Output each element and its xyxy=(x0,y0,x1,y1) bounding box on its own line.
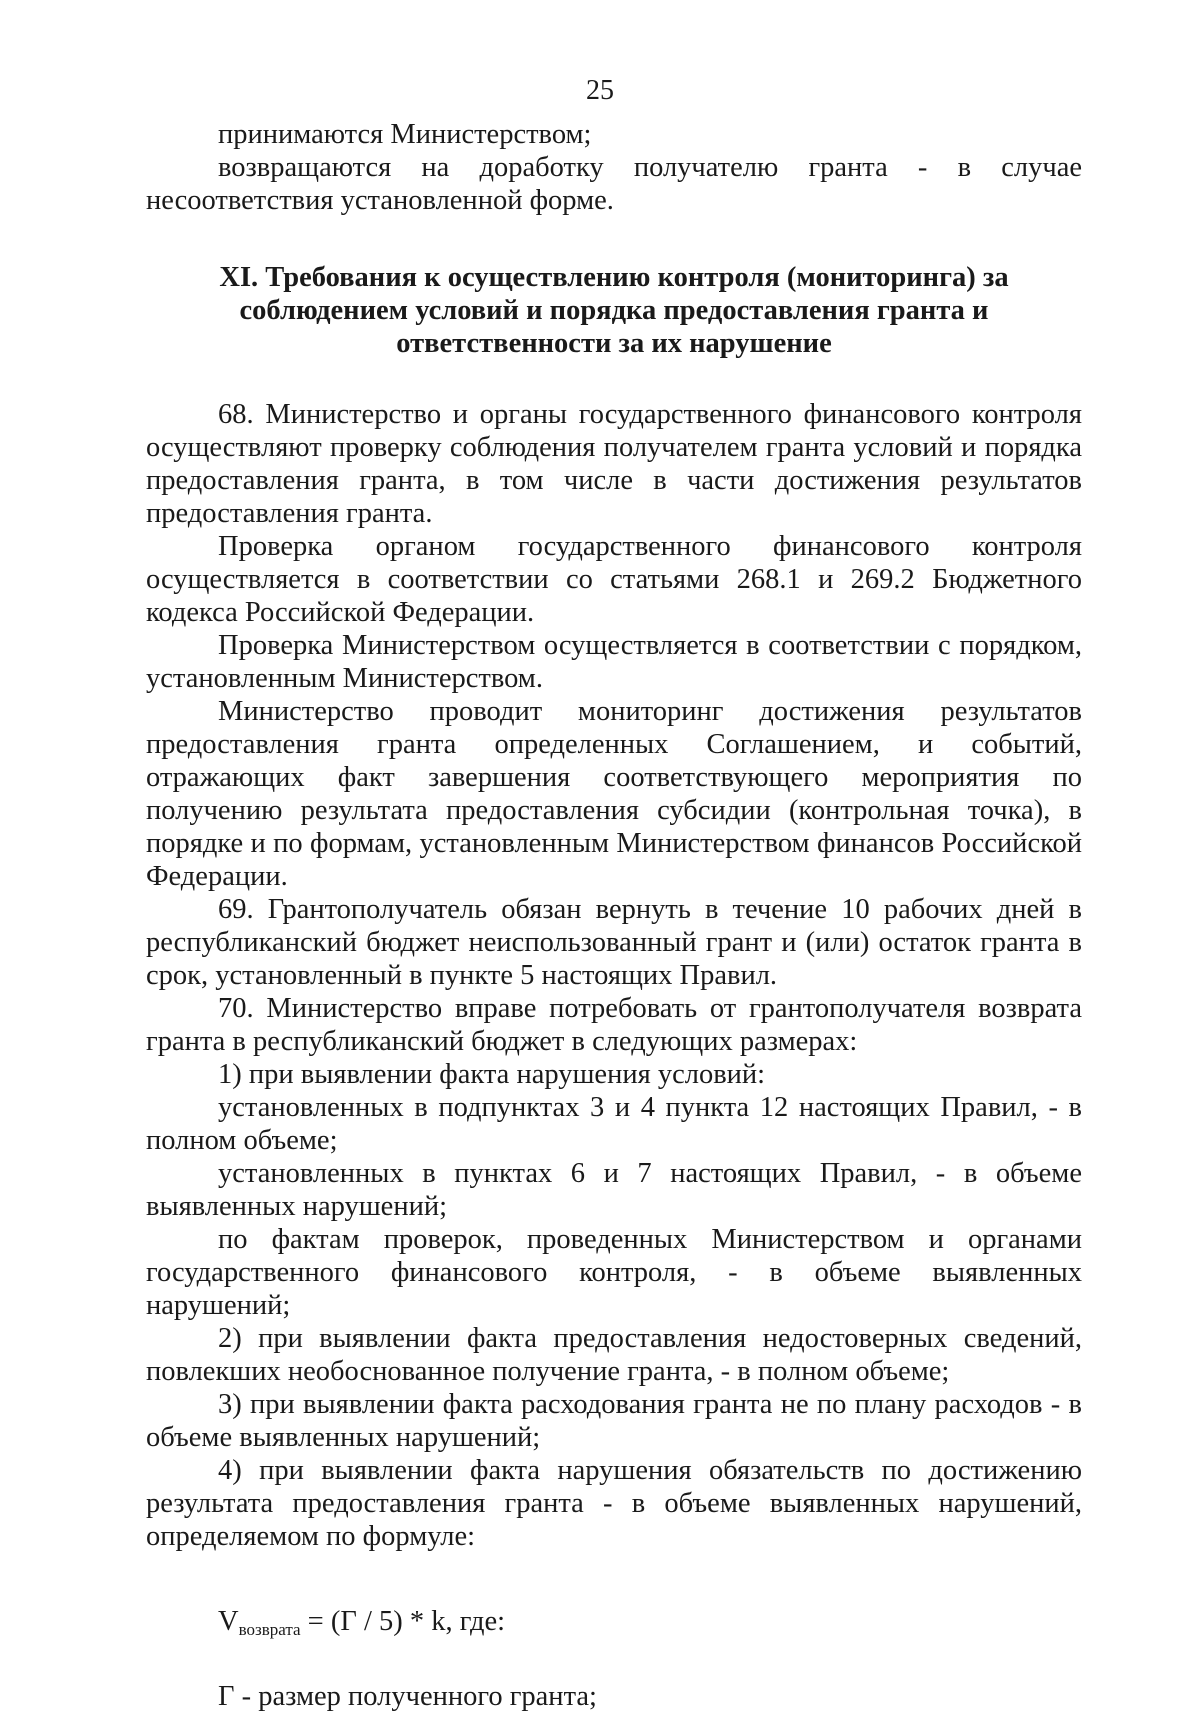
section-heading-line-3: ответственности за их нарушение xyxy=(396,328,832,359)
list-item-1: 1) при выявлении факта нарушения условий: xyxy=(218,1059,766,1090)
formula-variable: V xyxy=(218,1606,239,1637)
section-heading-line-2: соблюдением условий и порядка предоставления гранта и xyxy=(239,295,989,326)
paragraph-ministry-check: Проверка Министерством осуществляется в соответствии с порядком, установленным Министерством. xyxy=(146,630,1082,694)
formula-expression: = (Г / 5) * k, где: xyxy=(307,1606,506,1637)
intro-line-2: возвращаются на доработку получателю гранта - в случае несоответствия установленной форме. xyxy=(146,152,1082,216)
list-item-4: 4) при выявлении факта нарушения обязательств по достижению результата предоставления гранта - в объеме выявленных нарушений, определяемом по формуле: xyxy=(146,1455,1082,1552)
list-item-1-b: установленных в пунктах 6 и 7 настоящих Правил, - в объеме выявленных нарушений; xyxy=(146,1158,1082,1222)
paragraph-monitoring: Министерство проводит мониторинг достижения результатов предоставления гранта определенных Соглашением, и событий, отражающих факт завершения соответствующего мероприятия по получению результата предоставления субсидии (контрольная точка), в порядке и по формам, установленным Министерством финансов Российской Федерации. xyxy=(146,696,1082,892)
document-body xyxy=(146,118,1082,1713)
list-item-3: 3) при выявлении факта расходования гранта не по плану расходов - в объеме выявленных нарушений; xyxy=(146,1389,1082,1453)
paragraph-68: 68. Министерство и органы государственного финансового контроля осуществляют проверку соблюдения получателем гранта условий и порядка предоставления гранта, в том числе в части достижения результатов предоставления гранта. xyxy=(146,399,1082,529)
return-formula xyxy=(218,1605,1082,1638)
formula-subscript: возврата xyxy=(238,1620,301,1639)
page-number: 25 xyxy=(586,75,614,106)
list-item-2: 2) при выявлении факта предоставления недостоверных сведений, повлекших необоснованное получение гранта, - в полном объеме; xyxy=(146,1323,1082,1387)
paragraph-70: 70. Министерство вправе потребовать от грантополучателя возврата гранта в республиканский бюджет в следующих размерах: xyxy=(146,993,1082,1057)
list-item-1-a: установленных в подпунктах 3 и 4 пункта 12 настоящих Правил, - в полном объеме; xyxy=(146,1092,1082,1156)
paragraph-audit-body: Проверка органом государственного финансового контроля осуществляется в соответствии со статьями 268.1 и 269.2 Бюджетного кодекса Российской Федерации. xyxy=(146,531,1082,628)
section-heading xyxy=(146,261,1082,360)
list-item-1-c: по фактам проверок, проведенных Министерством и органами государственного финансового контроля, - в объеме выявленных нарушений; xyxy=(146,1224,1082,1321)
intro-line-1: принимаются Министерством; xyxy=(218,119,592,150)
formula-definition: Г - размер полученного гранта; xyxy=(218,1681,597,1712)
section-heading-line-1: XI. Требования к осуществлению контроля (мониторинга) за xyxy=(219,262,1009,293)
paragraph-69: 69. Грантополучатель обязан вернуть в течение 10 рабочих дней в республиканский бюджет неиспользованный грант и (или) остаток гранта в срок, установленный в пункте 5 настоящих Правил. xyxy=(146,894,1082,991)
